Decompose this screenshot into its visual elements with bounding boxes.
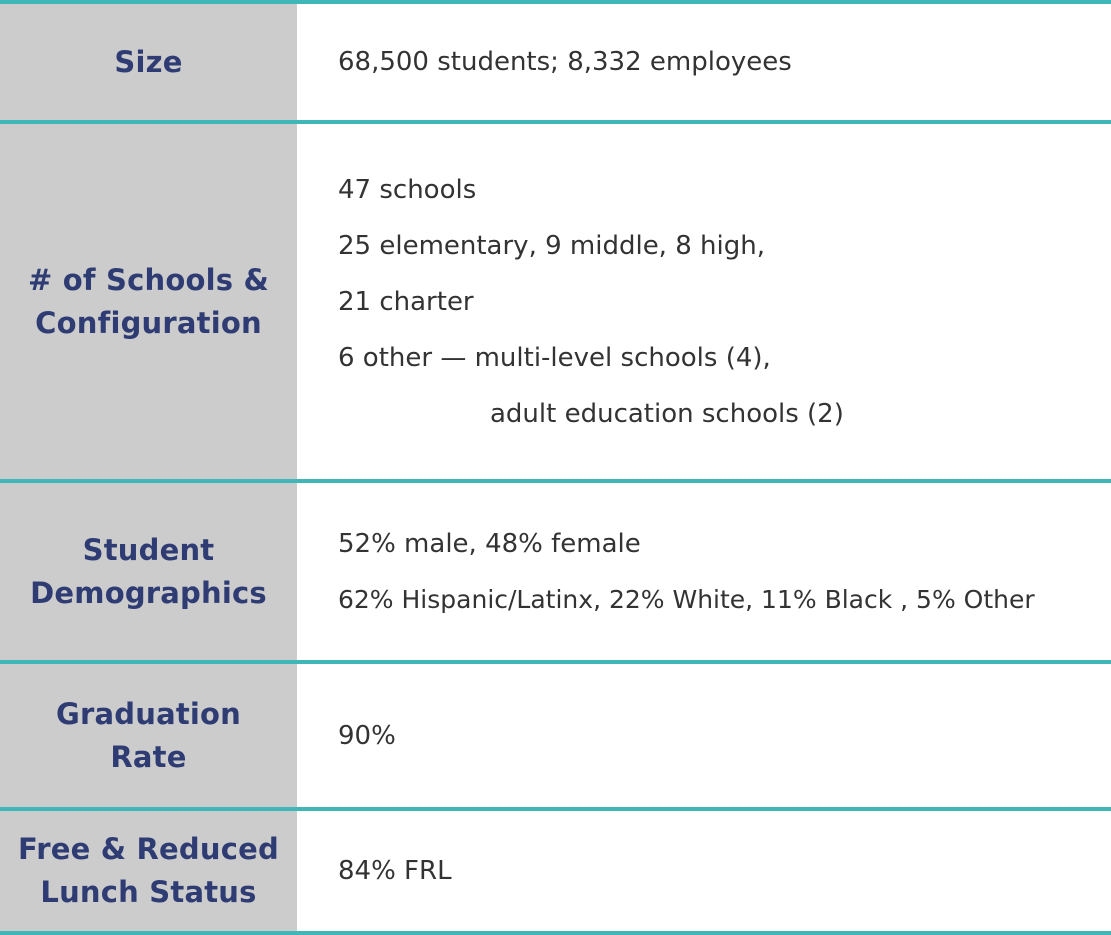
row-label-schools bbox=[28, 259, 269, 345]
row-label-graduation bbox=[56, 693, 241, 779]
size-value: 68,500 students; 8,332 employees bbox=[338, 47, 792, 77]
table-row-schools bbox=[0, 124, 1111, 479]
table-row-graduation bbox=[0, 664, 1111, 807]
label-line: # of Schools & bbox=[28, 262, 269, 297]
demographics-ethnicity: 62% Hispanic/Latinx, 22% White, 11% Black , 5% Other bbox=[338, 584, 1035, 614]
row-label-cell bbox=[0, 811, 297, 931]
label-line: Free & Reduced bbox=[18, 832, 279, 866]
row-value-cell bbox=[297, 664, 1111, 807]
label-line: Rate bbox=[110, 739, 187, 774]
table-row-lunch bbox=[0, 811, 1111, 931]
label-line: Demographics bbox=[30, 575, 267, 610]
row-label-cell bbox=[0, 124, 297, 479]
table-row-size bbox=[0, 4, 1111, 120]
row-label-cell bbox=[0, 483, 297, 660]
row-value-cell bbox=[297, 483, 1111, 660]
label-line: Graduation bbox=[55, 696, 242, 731]
row-label-cell bbox=[0, 4, 297, 120]
label-line: Student bbox=[82, 532, 215, 567]
label-line: Lunch Status bbox=[40, 875, 257, 909]
label-line: Configuration bbox=[35, 305, 262, 340]
schools-other: 6 other — multi-level schools (4), bbox=[338, 342, 771, 373]
schools-other-continued: adult education schools (2) bbox=[490, 398, 844, 429]
row-label-cell bbox=[0, 664, 297, 807]
row-divider bbox=[0, 931, 1111, 935]
row-value-cell bbox=[297, 811, 1111, 931]
schools-total: 47 schools bbox=[338, 174, 477, 205]
row-label-size: Size bbox=[114, 44, 183, 79]
row-label-demographics bbox=[30, 529, 267, 615]
schools-by-level: 25 elementary, 9 middle, 8 high, bbox=[338, 230, 765, 261]
lunch-status-value: 84% FRL bbox=[338, 856, 452, 886]
graduation-rate-value: 90% bbox=[338, 720, 396, 751]
schools-charter: 21 charter bbox=[338, 286, 474, 317]
row-value-cell bbox=[297, 4, 1111, 120]
demographics-gender: 52% male, 48% female bbox=[338, 528, 641, 559]
table-row-demographics bbox=[0, 483, 1111, 660]
row-label-lunch bbox=[18, 828, 279, 914]
row-value-cell bbox=[297, 124, 1111, 479]
